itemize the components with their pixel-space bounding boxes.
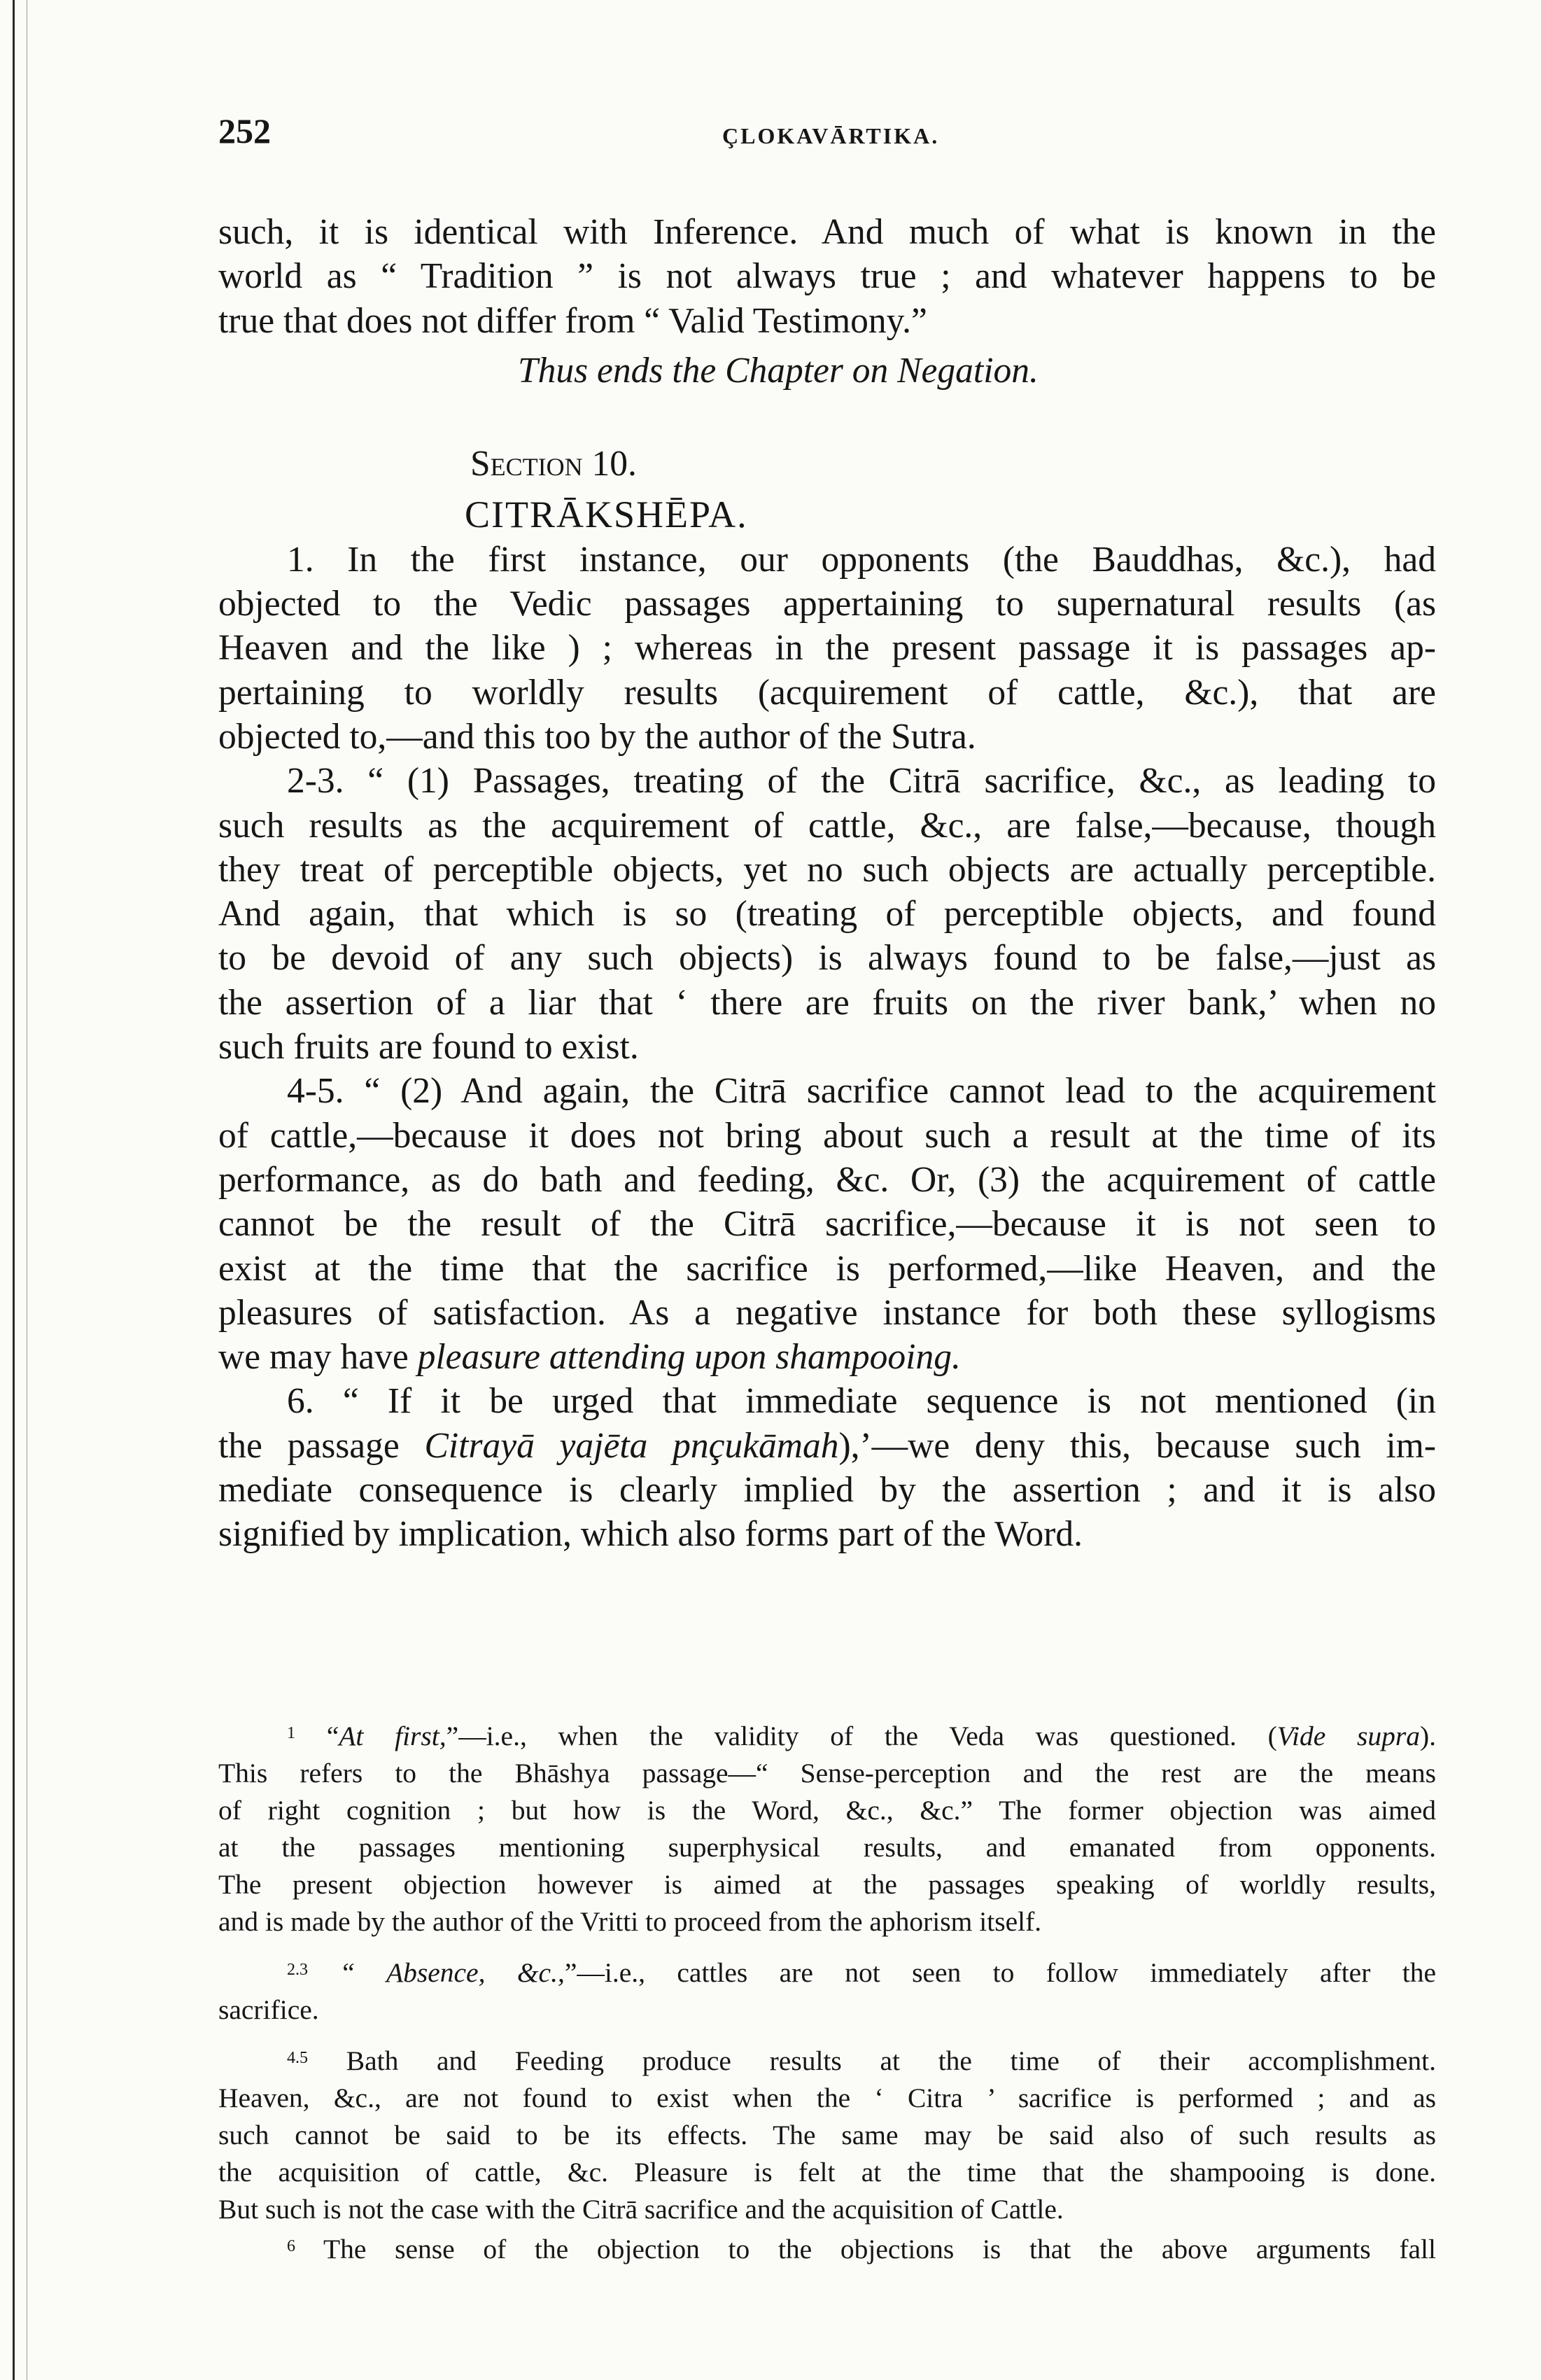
text-line: world as “ Tradition ” is not always true ; and whatever happens to be — [218, 256, 1436, 297]
text-line: such results as the acquirement of cattle, &c., are false,—because, though — [218, 805, 1436, 846]
footnote-line: This refers to the Bhāshya passage—“ Sense-perception and the rest are the means — [218, 1758, 1436, 1788]
text-line: of cattle,—because it does not bring about such a result at the time of its — [218, 1115, 1436, 1156]
text-line: cannot be the result of the Citrā sacrifice,—because it is not seen to — [218, 1204, 1436, 1245]
section-heading: Section 10. — [470, 444, 637, 484]
footnote-line: of right cognition ; but how is the Word, &c., &c.” The former objection was aimed — [218, 1795, 1436, 1826]
text-line: 1. In the first instance, our opponents (the Bauddhas, &c.), had — [287, 539, 1436, 580]
footnote-line: at the passages mentioning superphysical results, and emanated from opponents. — [218, 1832, 1436, 1863]
text-line: to be devoid of any such objects) is always found to be false,—just as — [218, 938, 1436, 979]
page-edge-line — [13, 0, 15, 2380]
text-line: such, it is identical with Inference. And much of what is known in the — [218, 212, 1436, 252]
text-line: pleasures of satisfaction. As a negative instance for both these syllogisms — [218, 1292, 1436, 1333]
text-line: such fruits are found to exist. — [218, 1027, 639, 1068]
footnotes — [218, 1715, 1436, 2268]
footnote-line: such cannot be said to be its effects. The same may be said also of such results as — [218, 2120, 1436, 2150]
footnote-line: and is made by the author of the Vritti to proceed from the aphorism itself. — [218, 1906, 1042, 1937]
footnote-line: The present objection however is aimed at the passages speaking of worldly results, — [218, 1869, 1436, 1900]
text-line: signified by implication, which also forms part of the Word. — [218, 1514, 1083, 1555]
page-number: 252 — [218, 111, 271, 150]
italic-phrase: pleasure attending upon shampooing. — [417, 1337, 961, 1378]
chapter-end-note: Thus ends the Chapter on Negation. — [518, 350, 1039, 391]
text-line: objected to,—and this too by the author of the Sutra. — [218, 716, 976, 757]
main-text — [218, 210, 1436, 1557]
text-line: performance, as do bath and feeding, &c. Or, (3) the acquirement of cattle — [218, 1159, 1436, 1200]
footnote-line: sacrifice. — [218, 1994, 319, 2025]
text-line: And again, that which is so (treating of perceptible objects, and found — [218, 894, 1436, 934]
footnote-line: $^{4.5}$ Bath and Feeding produce results at the time of their accomplishment. — [287, 2045, 1437, 2076]
text-line: objected to the Vedic passages appertaining to supernatural results (as — [218, 584, 1436, 624]
text-line: 6. “ If it be urged that immediate sequence is not mentioned (in — [287, 1381, 1436, 1422]
text-line: the assertion of a liar that ‘ there are fruits on the river bank,’ when no — [218, 982, 1436, 1023]
text-line: 2-3. “ (1) Passages, treating of the Citrā sacrifice, &c., as leading to — [287, 761, 1436, 802]
footnote-line: Heaven, &c., are not found to exist when the ‘ Citra ’ sacrifice is performed ; and as — [218, 2082, 1436, 2113]
text-line: the passage Citrayā yajēta pnçukāmah),’—we deny this, because such im- — [218, 1425, 1437, 1466]
footnote-line: $^{2.3}$ “ Absence, &c.,”—i.e., cattles are not seen to follow immediately after the — [287, 1957, 1436, 1988]
text-line: true that does not differ from “ Valid Testimony.” — [218, 300, 927, 341]
italic-phrase: Citrayā yajēta pnçukāmah — [424, 1425, 839, 1466]
footnote-line: $^1$ “At first,”—i.e., when the validity of the Veda was questioned. (Vide supra). — [287, 1721, 1436, 1751]
running-title: ÇLOKAVĀRTIKA. — [722, 123, 940, 148]
text-line: 4-5. “ (2) And again, the Citrā sacrifice cannot lead to the acquirement — [287, 1071, 1436, 1112]
text-line: they treat of perceptible objects, yet no such objects are actually perceptible. — [218, 849, 1436, 890]
text-line: exist at the time that the sacrifice is performed,—like Heaven, and the — [218, 1248, 1436, 1289]
text-line: Heaven and the like ) ; whereas in the present passage it is passages ap- — [218, 628, 1436, 668]
footnote-line: But such is not the case with the Citrā sacrifice and the acquisition of Cattle. — [218, 2194, 1064, 2225]
page-header — [218, 111, 1436, 167]
text-line: pertaining to worldly results (acquirement of cattle, &c.), that are — [218, 672, 1436, 713]
footnote-line: the acquisition of cattle, &c. Pleasure is felt at the time that the shampooing is done. — [218, 2157, 1436, 2188]
section-title: CITRĀKSHĒPA. — [465, 493, 748, 536]
text-line: we may have pleasure attending upon shampooing. — [218, 1337, 961, 1378]
text-line: mediate consequence is clearly implied by the assertion ; and it is also — [218, 1470, 1436, 1511]
footnote-line: $^6$ The sense of the objection to the objections is that the above arguments fall — [287, 2234, 1436, 2264]
